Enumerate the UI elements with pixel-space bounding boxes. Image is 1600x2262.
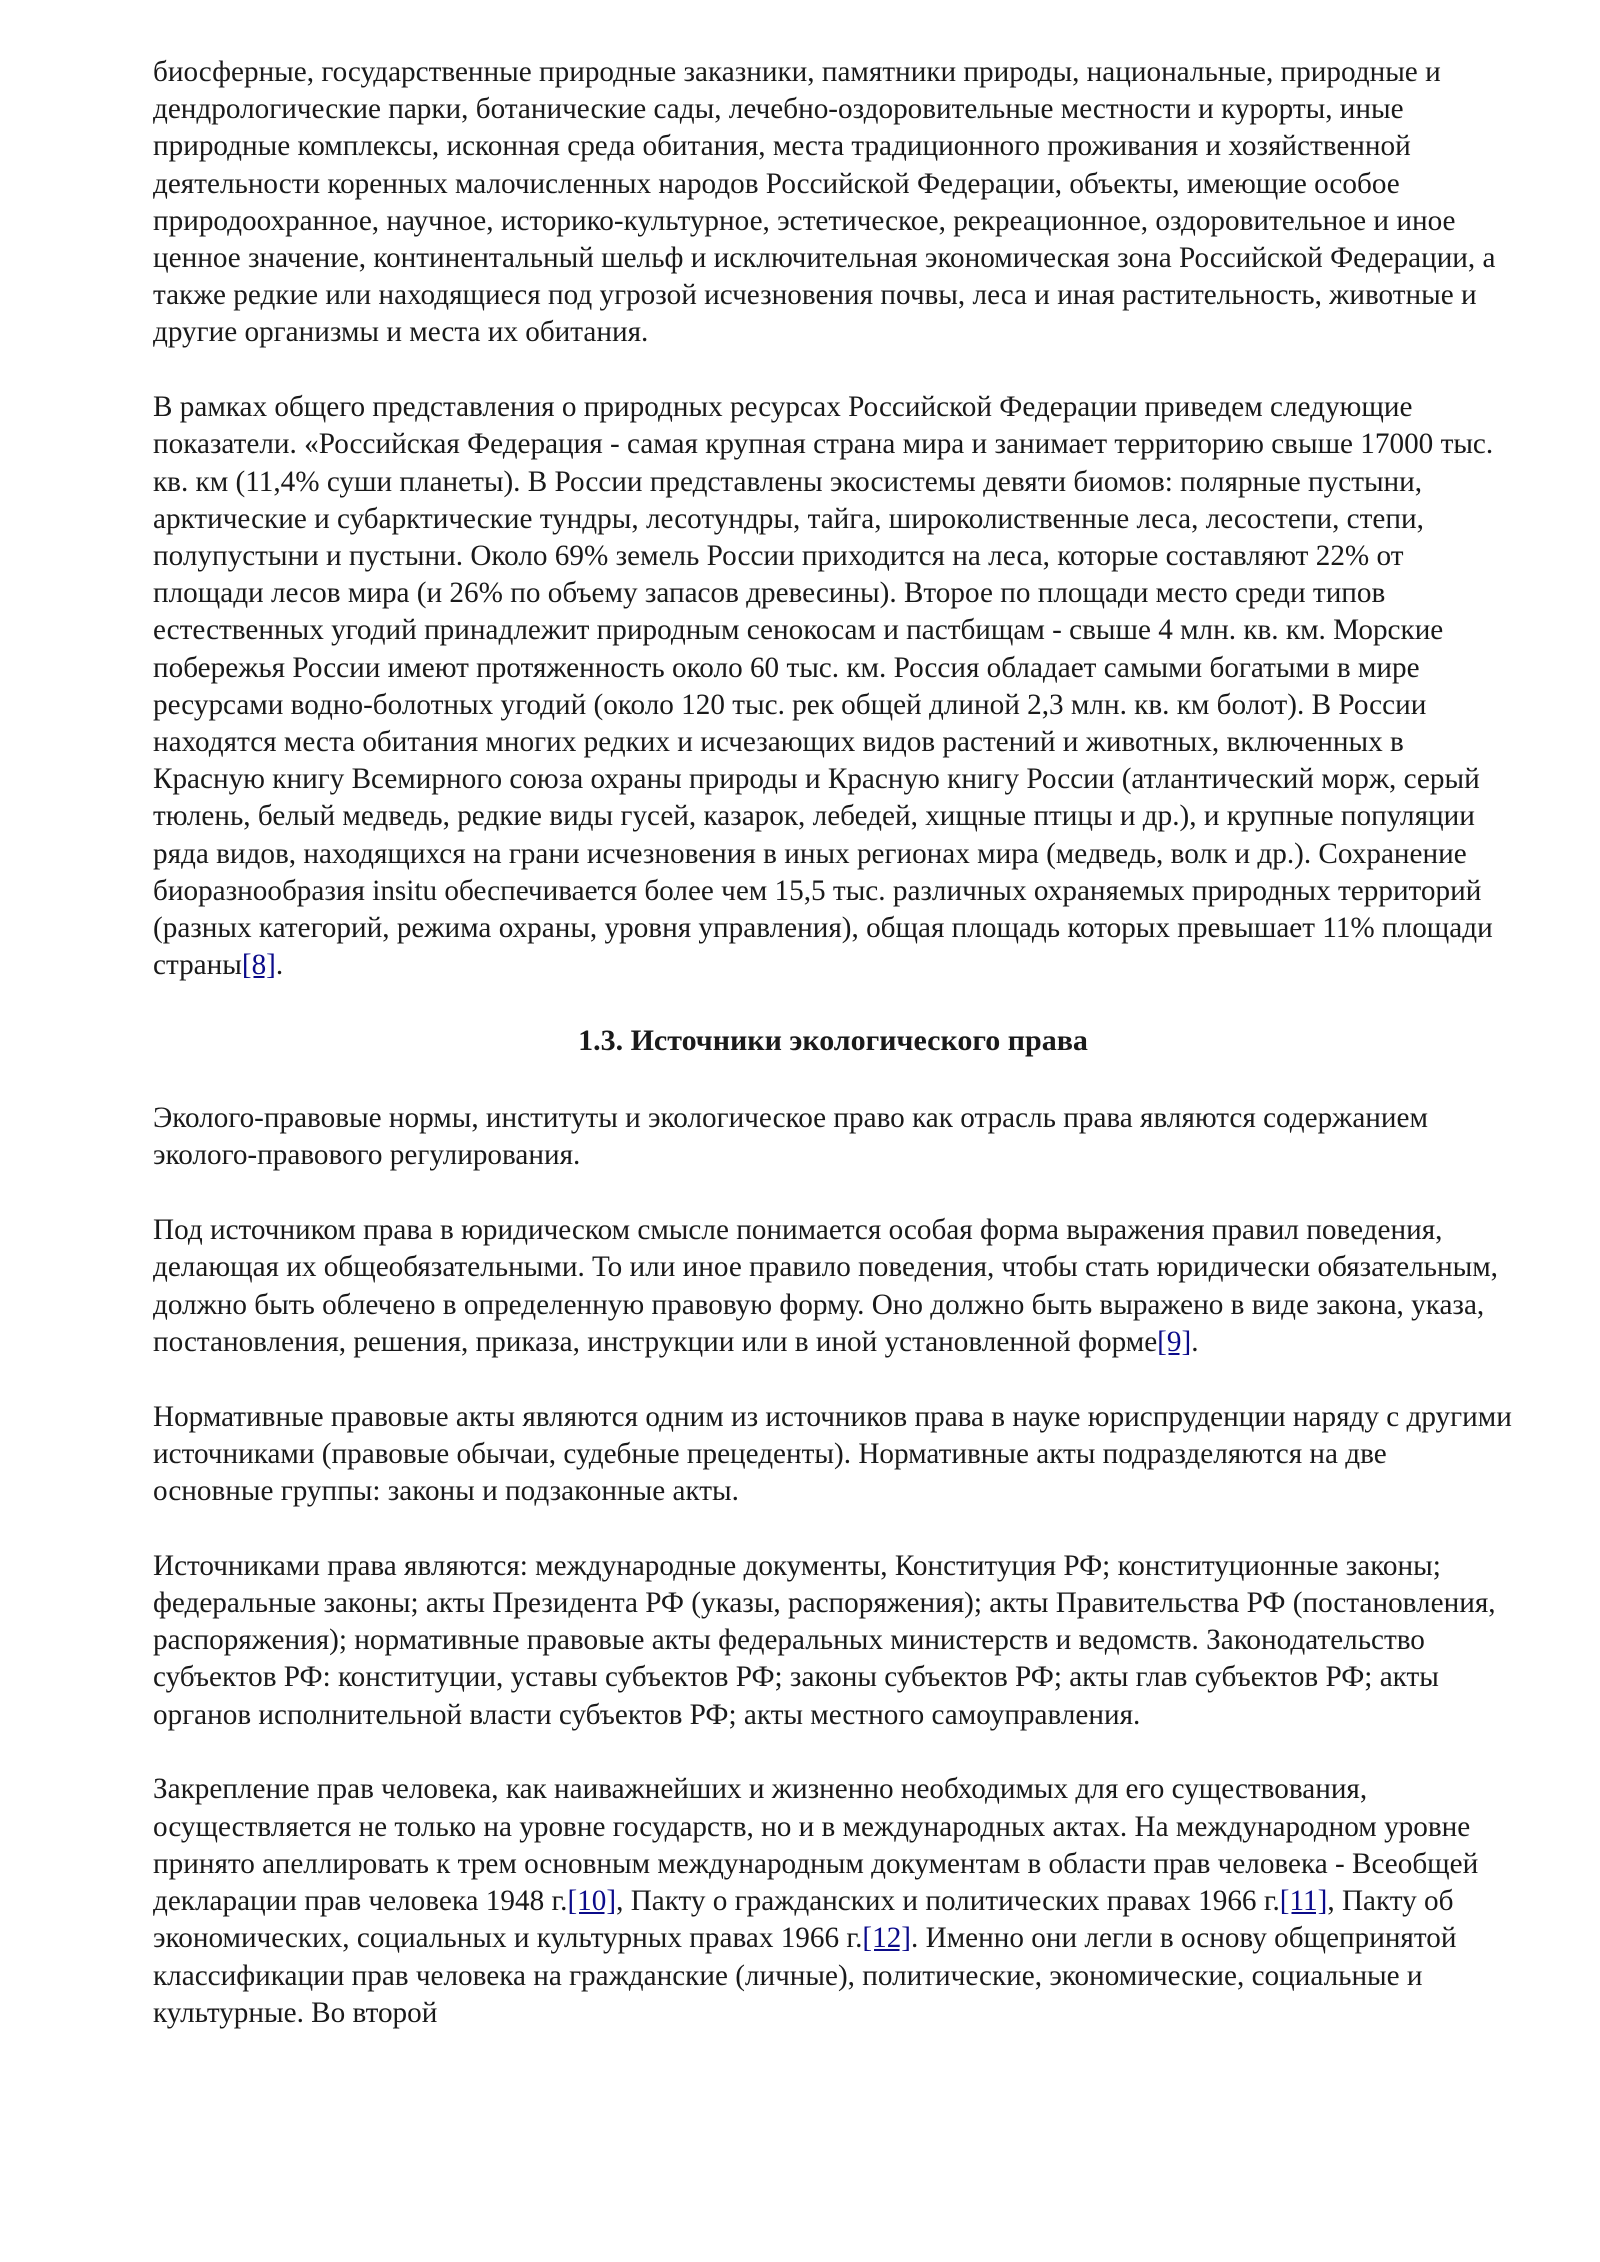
paragraph-sources-list: [153, 1548, 1513, 1734]
footnote-link-10[interactable]: [10]: [567, 1885, 617, 1918]
paragraph-tail: .: [1191, 1325, 1199, 1358]
paragraph-text: Под источником права в юридическом смысле понимается особая форма выражения правил поведения, делающая их общеобязательными. То или иное правило поведения, чтобы стать юридически обязательным, должно быть облечено в определенную правовую форму. Оно должно быть выражено в виде закона, указа, постановления, решения, приказа, инструкции или в иной установленной форме: [153, 1214, 1498, 1358]
paragraph-text: Эколого-правовые нормы, институты и экологическое право как отрасль права являются содержанием эколого-правового регулирования.: [153, 1102, 1428, 1172]
paragraph-normative-acts: [153, 1399, 1513, 1511]
paragraph-text: Источниками права являются: международные документы, Конституция РФ; конституционные законы; федеральные законы; акты Президента РФ (указы, распоряжения); акты Правительства РФ (постановления, распоряжения); нормативные правовые акты федеральных министерств и ведомств. Законодательство субъектов РФ: конституции, уставы субъектов РФ; законы субъектов РФ; акты глав субъектов РФ; акты органов исполнительной власти субъектов РФ; акты местного самоуправления.: [153, 1549, 1496, 1731]
paragraph-text: Нормативные правовые акты являются одним из источников права в науке юриспруденции наряду с другими источниками (правовые обычаи, судебные прецеденты). Нормативные акты подразделяются на две основные группы: законы и подзаконные акты.: [153, 1400, 1512, 1508]
paragraph-text: , Пакту о гражданских и политических правах 1966 г.: [616, 1885, 1280, 1918]
section-heading: 1.3. Источники экологического права: [578, 1024, 1088, 1058]
paragraph-natural-resources: [153, 389, 1513, 984]
paragraph-protected-objects: [153, 54, 1513, 352]
paragraph-text: , Пакту об экономических, социальных и культурных правах 1966 г.: [153, 1885, 1454, 1955]
paragraph-text: . Именно они легли в основу общепринятой классификации прав человека на гражданские (личные), политические, экономические, социальные и культурные. Во второй: [153, 1922, 1457, 2029]
footnote-link-12[interactable]: [12]: [862, 1922, 912, 1955]
document-page: [153, 54, 1513, 2070]
paragraph-legal-norms: [153, 1100, 1513, 1174]
paragraph-source-of-law: [153, 1212, 1513, 1361]
paragraph-text: биосферные, государственные природные заказники, памятники природы, национальные, природные и дендрологические парки, ботанические сады, лечебно-оздоровительные местности и курорты, иные природные комплексы, исконная среда обитания, места традиционного проживания и хозяйственной деятельности коренных малочисленных народов Российской Федерации, объекты, имеющие особое природоохранное, научное, историко-культурное, эстетическое, рекреационное, оздоровительное и иное ценное значение, континентальный шельф и исключительная экономическая зона Российской Федерации, а также редкие или находящиеся под угрозой исчезновения почвы, леса и иная растительность, животные и другие организмы и места их обитания.: [153, 56, 1496, 349]
paragraph-text: В рамках общего представления о природных ресурсах Российской Федерации приведем следующие показатели. «Российская Федерация - самая крупная страна мира и занимает территорию свыше 17000 тыс. кв. км (11,4% суши планеты). В России представлены экосистемы девяти биомов: полярные пустыни, арктические и субарктические тундры, лесотундры, тайга, широколиственные леса, лесостепи, степи, полупустыни и пустыни. Около 69% земель России приходится на леса, которые составляют 22% от площади лесов мира (и 26% по объему запасов древесины). Второе по площади место среди типов естественных угодий принадлежит природным сенокосам и пастбищам - свыше 4 млн. кв. км. Морские побережья России имеют протяженность около 60 тыс. км. Россия обладает самыми богатыми в мире ресурсами водно-болотных угодий (около 120 тыс. рек общей длиной 2,3 млн. кв. км болот). В России находятся места обитания многих редких и исчезающих видов растений и животных, включенных в Красную книгу Всемирного союза охраны природы и Красную книгу России (атлантический морж, серый тюлень, белый медведь, редкие виды гусей, казарок, лебедей, хищные птицы и др.), и крупные популяции ряда видов, находящихся на грани исчезновения в иных регионах мира (медведь, волк и др.). Сохранение биоразнообразия insitu обеспечивается более чем 15,5 тыс. различных охраняемых природных территорий (разных категорий, режима охраны, уровня управления), общая площадь которых превышает 11% площади страны: [153, 391, 1494, 982]
footnote-link-11[interactable]: [11]: [1279, 1885, 1328, 1918]
footnote-link-9[interactable]: [9]: [1157, 1325, 1192, 1358]
paragraph-text: Закрепление прав человека, как наиважнейших и жизненно необходимых для его существования, осуществляется не только на уровне государств, но и в международных актах. На международном уровне принято апеллировать к трем основным международным документам в области прав человека - Всеобщей декларации прав человека 1948 г.: [153, 1773, 1479, 1918]
footnote-link-8[interactable]: [8]: [241, 949, 276, 982]
paragraph-tail: .: [275, 949, 284, 982]
paragraph-human-rights: [153, 1771, 1513, 2031]
